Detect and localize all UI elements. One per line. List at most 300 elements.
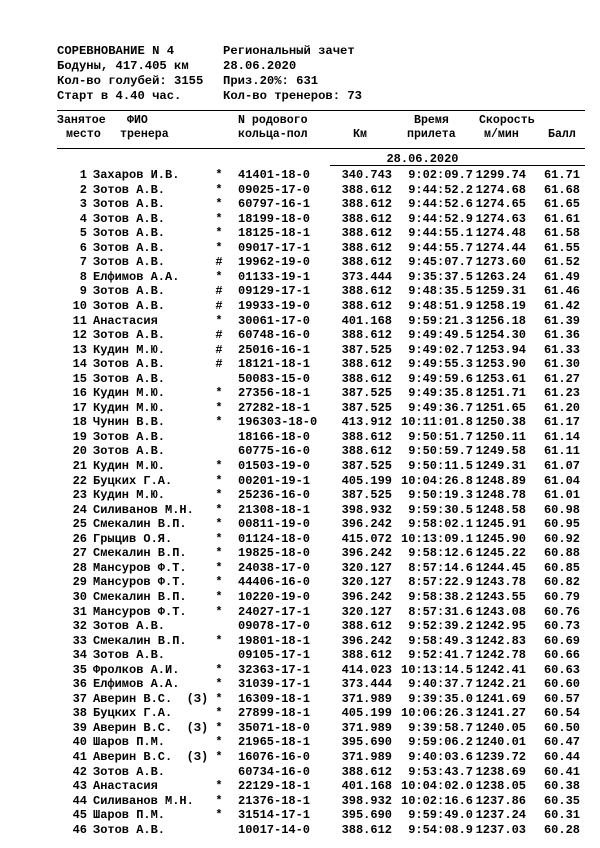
mark-cell: * xyxy=(215,546,223,561)
mark-cell: * xyxy=(215,197,223,212)
speed-cell: 1243.08 xyxy=(475,604,526,619)
trainer-name-cell: Зотов А.В. xyxy=(93,822,166,837)
trainer-name-cell: Кудин М.Ю. xyxy=(93,386,166,401)
col-place-line1: Занятое xyxy=(57,114,106,127)
col-name-line1: ФИО xyxy=(127,114,148,127)
distance-cell: 414.023 xyxy=(341,662,392,677)
competition-title: СОРЕВНОВАНИЕ N 4 xyxy=(57,44,175,58)
speed-cell: 1254.30 xyxy=(475,328,526,343)
distance-cell: 415.072 xyxy=(341,531,392,546)
place-cell: 21 xyxy=(72,459,87,473)
place-cell: 18 xyxy=(72,415,87,430)
mark-cell: * xyxy=(215,269,223,284)
speed-cell: 1249.58 xyxy=(475,444,526,459)
ring-number-cell: 27356-18-1 xyxy=(238,386,311,401)
table-row xyxy=(0,270,600,284)
mark-cell: * xyxy=(215,531,223,546)
distance-cell: 388.612 xyxy=(341,619,392,634)
speed-cell: 1243.78 xyxy=(475,575,526,590)
trainer-name-cell: Аверин В.С. (З) xyxy=(93,750,209,764)
arrival-time-cell: 9:44:52.9 xyxy=(408,211,473,226)
distance-cell: 388.612 xyxy=(341,226,392,241)
ring-number-cell: 60775-16-0 xyxy=(238,444,311,459)
trainer-name-cell: Шаров П.М. xyxy=(93,735,166,750)
speed-cell: 1237.24 xyxy=(475,808,526,823)
table-row xyxy=(0,314,600,328)
trainer-name-cell: Зотов А.В. xyxy=(93,357,166,372)
table-row xyxy=(0,765,600,779)
ring-number-cell: 21376-18-1 xyxy=(238,793,311,808)
trainer-name-cell: Зотов А.В. xyxy=(93,764,166,779)
arrival-time-cell: 9:58:38.2 xyxy=(408,589,473,604)
table-row xyxy=(0,590,600,604)
speed-cell: 1249.31 xyxy=(475,459,526,473)
trainer-name-cell: Елфимов А.А. xyxy=(93,677,180,692)
mark-cell: * xyxy=(215,575,223,590)
place-cell: 45 xyxy=(72,808,87,823)
ring-number-cell: 24027-17-1 xyxy=(238,604,311,619)
table-row xyxy=(0,750,600,764)
ring-number-cell: 19801-18-1 xyxy=(238,633,311,648)
arrival-time-cell: 9:48:51.9 xyxy=(408,298,473,313)
distance-cell: 371.989 xyxy=(341,720,392,735)
distance-cell: 371.989 xyxy=(341,691,392,706)
col-ring-line2: кольца-пол xyxy=(238,128,308,141)
points-cell: 60.31 xyxy=(543,808,580,823)
place-cell: 28 xyxy=(72,560,87,575)
distance-cell: 373.444 xyxy=(341,269,392,284)
place-cell: 12 xyxy=(72,328,87,343)
arrival-time-cell: 10:02:16.6 xyxy=(401,793,474,808)
distance-cell: 387.525 xyxy=(341,459,392,473)
table-row xyxy=(0,415,600,429)
scoring-type: Региональный зачет xyxy=(223,44,355,58)
ring-number-cell: 31514-17-1 xyxy=(238,808,311,823)
speed-cell: 1274.65 xyxy=(475,197,526,212)
place-cell: 22 xyxy=(72,473,87,488)
place-cell: 36 xyxy=(72,677,87,692)
trainer-name-cell: Мансуров Ф.Т. xyxy=(93,575,187,590)
place-cell: 10 xyxy=(72,298,87,313)
place-cell: 42 xyxy=(72,764,87,779)
place-cell: 41 xyxy=(72,750,87,764)
trainer-name-cell: Зотов А.В. xyxy=(93,328,166,343)
distance-cell: 405.199 xyxy=(341,473,392,488)
arrival-time-cell: 9:49:02.7 xyxy=(408,342,473,357)
arrival-time-cell: 9:58:49.3 xyxy=(408,633,473,648)
mark-cell: * xyxy=(215,313,223,328)
speed-cell: 1245.91 xyxy=(475,517,526,532)
ring-number-cell: 00201-19-1 xyxy=(238,473,311,488)
points-cell: 60.85 xyxy=(543,560,580,575)
mark-cell: * xyxy=(215,182,223,197)
distance-cell: 401.168 xyxy=(341,779,392,794)
distance-cell: 395.690 xyxy=(341,808,392,823)
distance-cell: 388.612 xyxy=(341,648,392,663)
ring-number-cell: 19962-19-0 xyxy=(238,255,311,270)
arrival-time-cell: 9:59:21.3 xyxy=(408,313,473,328)
arrival-time-cell: 9:39:58.7 xyxy=(408,720,473,735)
arrival-time-cell: 9:53:43.7 xyxy=(408,764,473,779)
ring-number-cell: 25236-16-0 xyxy=(238,488,311,503)
points-cell: 60.73 xyxy=(543,619,580,634)
points-cell: 61.27 xyxy=(543,371,580,386)
distance-cell: 387.525 xyxy=(341,386,392,401)
ring-number-cell: 44406-16-0 xyxy=(238,575,311,590)
table-row xyxy=(0,546,600,560)
points-cell: 60.66 xyxy=(543,648,580,663)
ring-number-cell: 19933-19-0 xyxy=(238,298,311,313)
mark-cell: * xyxy=(215,735,223,750)
place-cell: 33 xyxy=(72,633,87,648)
points-cell: 60.98 xyxy=(543,502,580,517)
ring-number-cell: 24038-17-0 xyxy=(238,560,311,575)
trainer-name-cell: Кудин М.Ю. xyxy=(93,488,166,503)
trainer-name-cell: Зотов А.В. xyxy=(93,182,166,197)
ring-number-cell: 41401-18-0 xyxy=(238,168,311,182)
speed-cell: 1242.78 xyxy=(475,648,526,663)
distance-cell: 396.242 xyxy=(341,589,392,604)
place-cell: 8 xyxy=(79,269,87,284)
place-cell: 13 xyxy=(72,342,87,357)
speed-cell: 1243.55 xyxy=(475,589,526,604)
place-cell: 15 xyxy=(72,371,87,386)
table-row xyxy=(0,255,600,269)
table-row xyxy=(0,197,600,211)
mark-cell: * xyxy=(215,517,223,532)
table-row xyxy=(0,706,600,720)
arrival-time-cell: 8:57:14.6 xyxy=(408,560,473,575)
ring-number-cell: 22129-18-1 xyxy=(238,779,311,794)
col-points: Балл xyxy=(548,128,576,141)
arrival-time-cell: 10:13:14.5 xyxy=(401,662,474,677)
arrival-time-cell: 9:52:39.2 xyxy=(408,619,473,634)
arrival-time-cell: 9:50:59.7 xyxy=(408,444,473,459)
ring-number-cell: 60797-16-1 xyxy=(238,197,311,212)
arrival-time-cell: 9:39:35.0 xyxy=(408,691,473,706)
distance-cell: 413.912 xyxy=(341,415,392,430)
ring-number-cell: 32363-17-1 xyxy=(238,662,311,677)
distance-cell: 396.242 xyxy=(341,517,392,532)
ring-number-cell: 27282-18-1 xyxy=(238,400,311,415)
table-row xyxy=(0,459,600,473)
trainer-name-cell: Анастасия xyxy=(93,779,158,794)
points-cell: 61.11 xyxy=(543,444,580,459)
arrival-time-cell: 9:48:35.5 xyxy=(408,284,473,299)
arrival-time-cell: 9:59:06.2 xyxy=(408,735,473,750)
place-cell: 9 xyxy=(79,284,87,299)
arrival-time-cell: 9:02:09.7 xyxy=(408,168,473,182)
speed-cell: 1242.41 xyxy=(475,662,526,677)
points-cell: 61.01 xyxy=(543,488,580,503)
table-row xyxy=(0,779,600,793)
table-row xyxy=(0,663,600,677)
ring-number-cell: 09017-17-1 xyxy=(238,240,311,255)
mark-cell: * xyxy=(215,211,223,226)
table-row xyxy=(0,532,600,546)
ring-number-cell: 18125-18-1 xyxy=(238,226,311,241)
ring-number-cell: 16309-18-1 xyxy=(238,691,311,706)
distance-cell: 405.199 xyxy=(341,706,392,721)
distance-cell: 320.127 xyxy=(341,560,392,575)
speed-cell: 1241.27 xyxy=(475,706,526,721)
distance-cell: 398.932 xyxy=(341,502,392,517)
col-km: Км xyxy=(353,128,367,141)
points-cell: 60.28 xyxy=(543,822,580,837)
date-group-label: 28.06.2020 xyxy=(386,152,459,166)
trainer-name-cell: Грыцив О.Я. xyxy=(93,531,173,546)
place-cell: 44 xyxy=(72,793,87,808)
trainer-name-cell: Зотов А.В. xyxy=(93,371,166,386)
trainer-name-cell: Силиванов М.Н. xyxy=(93,793,194,808)
ring-number-cell: 60748-16-0 xyxy=(238,328,311,343)
trainer-name-cell: Мансуров Ф.Т. xyxy=(93,560,187,575)
points-cell: 61.23 xyxy=(543,386,580,401)
trainer-name-cell: Смекалин В.П. xyxy=(93,633,187,648)
trainer-name-cell: Захаров И.В. xyxy=(93,168,180,182)
table-row xyxy=(0,444,600,458)
mark-cell: * xyxy=(215,750,223,764)
speed-cell: 1242.95 xyxy=(475,619,526,634)
mark-cell: * xyxy=(215,488,223,503)
place-cell: 16 xyxy=(72,386,87,401)
speed-cell: 1274.44 xyxy=(475,240,526,255)
ring-number-cell: 18121-18-1 xyxy=(238,357,311,372)
points-cell: 60.60 xyxy=(543,677,580,692)
points-cell: 60.54 xyxy=(543,706,580,721)
trainer-name-cell: Смекалин В.П. xyxy=(93,517,187,532)
points-cell: 61.36 xyxy=(543,328,580,343)
arrival-time-cell: 9:59:49.0 xyxy=(408,808,473,823)
ring-number-cell: 09105-17-1 xyxy=(238,648,311,663)
table-row xyxy=(0,241,600,255)
distance-cell: 388.612 xyxy=(341,240,392,255)
trainer-name-cell: Зотов А.В. xyxy=(93,255,166,270)
place-cell: 1 xyxy=(79,168,87,182)
points-cell: 60.57 xyxy=(543,691,580,706)
place-cell: 31 xyxy=(72,604,87,619)
trainer-name-cell: Аверин В.С. (З) xyxy=(93,691,209,706)
place-cell: 32 xyxy=(72,619,87,634)
table-row xyxy=(0,226,600,240)
arrival-time-cell: 9:49:35.8 xyxy=(408,386,473,401)
points-cell: 61.33 xyxy=(543,342,580,357)
arrival-time-cell: 9:58:12.6 xyxy=(408,546,473,561)
points-cell: 61.07 xyxy=(543,459,580,473)
points-cell: 60.92 xyxy=(543,531,580,546)
speed-cell: 1245.22 xyxy=(475,546,526,561)
arrival-time-cell: 9:45:07.7 xyxy=(408,255,473,270)
arrival-time-cell: 10:04:02.0 xyxy=(401,779,474,794)
table-row xyxy=(0,808,600,822)
points-cell: 60.50 xyxy=(543,720,580,735)
ring-number-cell: 16076-16-0 xyxy=(238,750,311,764)
col-ring-line1: N родового xyxy=(238,114,308,127)
arrival-time-cell: 9:44:52.6 xyxy=(408,197,473,212)
trainer-name-cell: Зотов А.В. xyxy=(93,240,166,255)
table-row xyxy=(0,634,600,648)
mark-cell: * xyxy=(215,386,223,401)
arrival-time-cell: 10:04:26.8 xyxy=(401,473,474,488)
distance-cell: 388.612 xyxy=(341,182,392,197)
date-group-rule xyxy=(330,165,585,166)
distance-cell: 387.525 xyxy=(341,400,392,415)
table-row xyxy=(0,677,600,691)
place-cell: 34 xyxy=(72,648,87,663)
table-row xyxy=(0,794,600,808)
ring-number-cell: 09129-17-1 xyxy=(238,284,311,299)
table-row xyxy=(0,823,600,837)
points-cell: 61.58 xyxy=(543,226,580,241)
speed-cell: 1244.45 xyxy=(475,560,526,575)
col-name-line2: тренера xyxy=(120,128,169,141)
place-cell: 26 xyxy=(72,531,87,546)
points-cell: 61.42 xyxy=(543,298,580,313)
speed-cell: 1259.31 xyxy=(475,284,526,299)
speed-cell: 1242.83 xyxy=(475,633,526,648)
distance-cell: 388.612 xyxy=(341,197,392,212)
ring-number-cell: 18166-18-0 xyxy=(238,429,311,444)
points-cell: 61.61 xyxy=(543,211,580,226)
table-row xyxy=(0,343,600,357)
ring-number-cell: 19825-18-0 xyxy=(238,546,311,561)
trainer-name-cell: Зотов А.В. xyxy=(93,298,166,313)
table-row xyxy=(0,692,600,706)
trainer-name-cell: Зотов А.В. xyxy=(93,211,166,226)
table-row xyxy=(0,401,600,415)
col-time-line2: прилета xyxy=(407,128,456,141)
mark-cell: * xyxy=(215,400,223,415)
speed-cell: 1237.86 xyxy=(475,793,526,808)
mark-cell: # xyxy=(215,342,223,357)
place-cell: 38 xyxy=(72,706,87,721)
points-cell: 60.69 xyxy=(543,633,580,648)
col-time-line1: Время xyxy=(414,114,449,127)
distance-cell: 388.612 xyxy=(341,764,392,779)
mark-cell: * xyxy=(215,560,223,575)
pigeon-count: Кол-во голубей: 3155 xyxy=(57,74,204,88)
ring-number-cell: 01503-19-0 xyxy=(238,459,311,473)
arrival-time-cell: 8:57:31.6 xyxy=(408,604,473,619)
distance-cell: 388.612 xyxy=(341,371,392,386)
col-speed-line1: Скорость xyxy=(479,114,535,127)
arrival-time-cell: 10:11:01.8 xyxy=(401,415,474,430)
arrival-time-cell: 9:49:49.5 xyxy=(408,328,473,343)
speed-cell: 1245.90 xyxy=(475,531,526,546)
table-row xyxy=(0,488,600,502)
mark-cell: * xyxy=(215,706,223,721)
speed-cell: 1256.18 xyxy=(475,313,526,328)
place-cell: 25 xyxy=(72,517,87,532)
points-cell: 60.47 xyxy=(543,735,580,750)
speed-cell: 1263.24 xyxy=(475,269,526,284)
table-row xyxy=(0,212,600,226)
speed-cell: 1251.71 xyxy=(475,386,526,401)
table-row xyxy=(0,328,600,342)
distance-cell: 388.612 xyxy=(341,357,392,372)
trainer-name-cell: Кудин М.Ю. xyxy=(93,400,166,415)
points-cell: 60.63 xyxy=(543,662,580,677)
trainer-name-cell: Зотов А.В. xyxy=(93,444,166,459)
speed-cell: 1248.58 xyxy=(475,502,526,517)
trainer-name-cell: Зотов А.В. xyxy=(93,197,166,212)
arrival-time-cell: 9:54:08.9 xyxy=(408,822,473,837)
distance-cell: 387.525 xyxy=(341,488,392,503)
distance-cell: 340.743 xyxy=(341,168,392,182)
trainer-name-cell: Кудин М.Ю. xyxy=(93,342,166,357)
speed-cell: 1239.72 xyxy=(475,750,526,764)
table-row xyxy=(0,648,600,662)
place-cell: 11 xyxy=(72,313,87,328)
arrival-time-cell: 9:49:59.6 xyxy=(408,371,473,386)
trainer-name-cell: Зотов А.В. xyxy=(93,648,166,663)
place-cell: 2 xyxy=(79,182,87,197)
start-time: Старт в 4.40 час. xyxy=(57,89,182,103)
place-cell: 23 xyxy=(72,488,87,503)
distance-cell: 388.612 xyxy=(341,429,392,444)
distance-cell: 401.168 xyxy=(341,313,392,328)
distance-cell: 387.525 xyxy=(341,342,392,357)
place-cell: 19 xyxy=(72,429,87,444)
points-cell: 60.82 xyxy=(543,575,580,590)
mark-cell: * xyxy=(215,779,223,794)
race-location-distance: Бодуны, 417.405 км xyxy=(57,59,189,73)
arrival-time-cell: 9:58:02.1 xyxy=(408,517,473,532)
table-row xyxy=(0,561,600,575)
points-cell: 61.30 xyxy=(543,357,580,372)
place-cell: 37 xyxy=(72,691,87,706)
table-row xyxy=(0,299,600,313)
speed-cell: 1237.03 xyxy=(475,822,526,837)
distance-cell: 320.127 xyxy=(341,604,392,619)
arrival-time-cell: 10:06:26.3 xyxy=(401,706,474,721)
trainer-name-cell: Зотов А.В. xyxy=(93,619,166,634)
place-cell: 35 xyxy=(72,662,87,677)
points-cell: 61.04 xyxy=(543,473,580,488)
distance-cell: 373.444 xyxy=(341,677,392,692)
trainer-name-cell: Смекалин В.П. xyxy=(93,546,187,561)
col-place-line2: место xyxy=(66,128,101,141)
trainer-name-cell: Анастасия xyxy=(93,313,158,328)
speed-cell: 1238.05 xyxy=(475,779,526,794)
mark-cell: * xyxy=(215,691,223,706)
trainer-name-cell: Силиванов М.Н. xyxy=(93,502,194,517)
distance-cell: 388.612 xyxy=(341,298,392,313)
trainer-name-cell: Зотов А.В. xyxy=(93,226,166,241)
ring-number-cell: 27899-18-1 xyxy=(238,706,311,721)
place-cell: 30 xyxy=(72,589,87,604)
speed-cell: 1274.63 xyxy=(475,211,526,226)
place-cell: 29 xyxy=(72,575,87,590)
table-row xyxy=(0,372,600,386)
place-cell: 6 xyxy=(79,240,87,255)
arrival-time-cell: 9:44:52.2 xyxy=(408,182,473,197)
table-header-rule xyxy=(57,148,585,149)
arrival-time-cell: 9:44:55.1 xyxy=(408,226,473,241)
table-row xyxy=(0,721,600,735)
trainer-count: Кол-во тренеров: 73 xyxy=(223,89,362,103)
speed-cell: 1248.78 xyxy=(475,488,526,503)
col-speed-line2: м/мин xyxy=(484,128,519,141)
place-cell: 3 xyxy=(79,197,87,212)
table-row xyxy=(0,735,600,749)
ring-number-cell: 21965-18-1 xyxy=(238,735,311,750)
mark-cell: * xyxy=(215,473,223,488)
place-cell: 27 xyxy=(72,546,87,561)
distance-cell: 388.612 xyxy=(341,211,392,226)
ring-number-cell: 31039-17-1 xyxy=(238,677,311,692)
distance-cell: 388.612 xyxy=(341,284,392,299)
